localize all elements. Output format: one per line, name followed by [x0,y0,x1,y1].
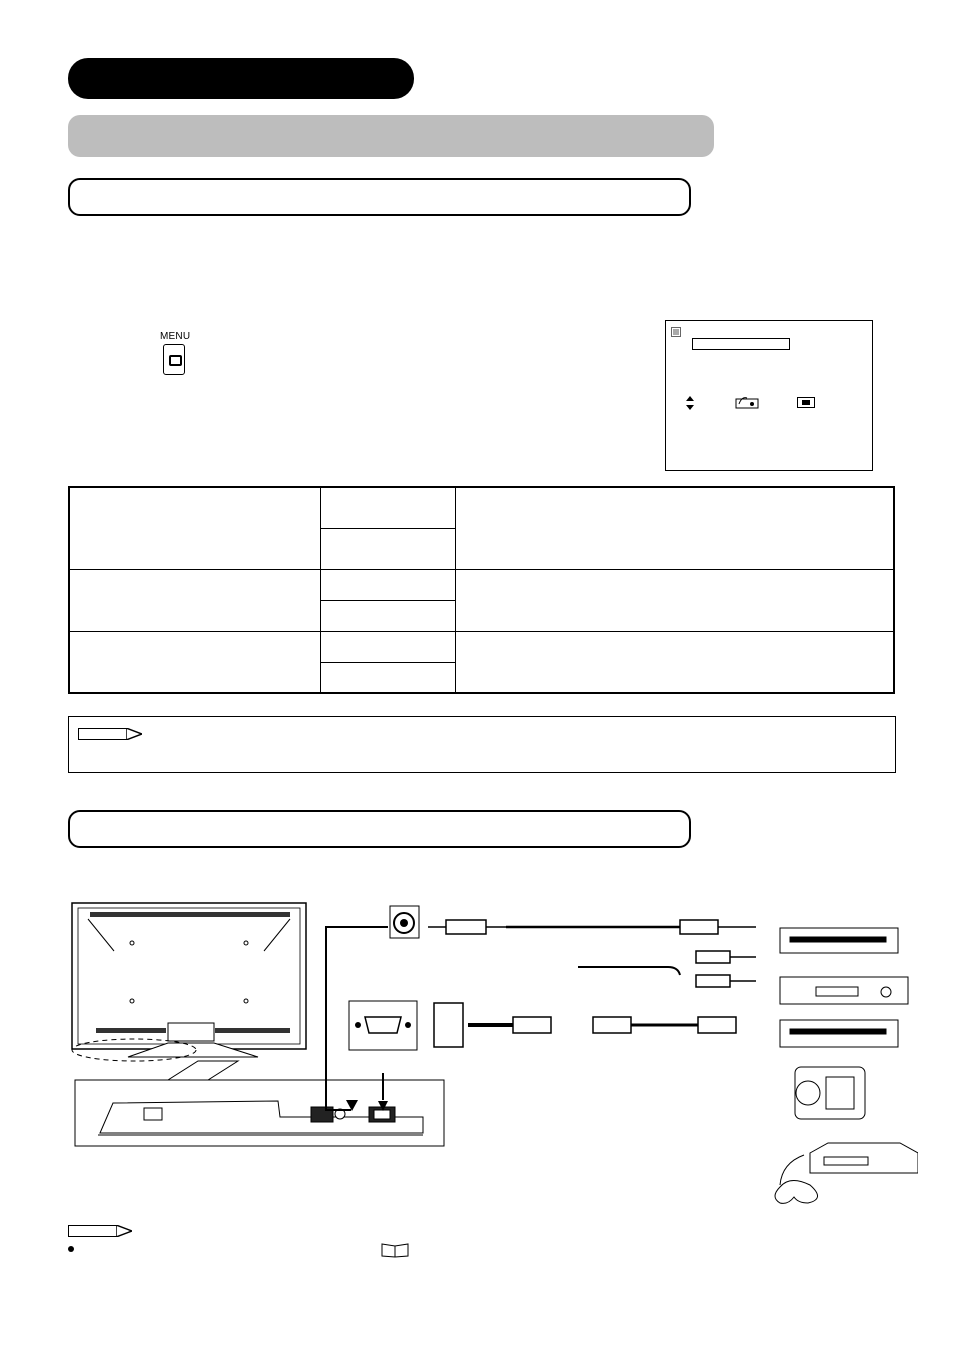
section-title-bar [68,58,414,99]
heading-box-2 [68,810,691,848]
connection-diagram [68,895,918,1215]
table-row-2-desc [456,569,895,631]
osd-screen [665,320,873,471]
table-cell-option [321,528,456,569]
note-pencil-icon [78,728,142,742]
bullet [68,1246,74,1252]
settings-table [68,486,895,694]
up-down-arrow-icon [686,396,694,410]
audio-jack-icon [390,906,419,938]
game-console-icon [775,1143,918,1203]
table-row-3-desc [456,631,895,693]
table-cell-option [321,569,456,600]
table-cell-option [321,600,456,631]
vga-port-icon [349,1001,417,1050]
menu-list-icon [671,327,681,337]
heading-box-1 [68,178,691,216]
menu-button-icon[interactable] [163,344,185,375]
table-cell-option [321,631,456,662]
tv-jack-closeup [75,1061,444,1146]
table-row-1-desc [456,487,895,569]
table-cell-option [321,487,456,528]
vcr-device-icon [780,928,898,953]
note-box [68,716,896,773]
table-cell-option [321,662,456,693]
camcorder-icon [795,1067,865,1119]
osd-highlight [692,338,790,350]
book-reference-icon[interactable] [381,1242,409,1258]
note-pencil-icon [68,1225,132,1239]
menu-button-label: MENU [160,331,191,342]
dvd-player-icon [780,977,908,1004]
table-row-1-label [69,487,321,569]
subsection-title-bar [68,115,714,157]
set-top-box-icon [780,1020,898,1047]
table-row-2-label [69,569,321,631]
tv-back-panel [72,903,306,1061]
enter-button-icon [735,395,759,409]
table-row-3-label [69,631,321,693]
menu-button-small-icon [797,397,815,408]
